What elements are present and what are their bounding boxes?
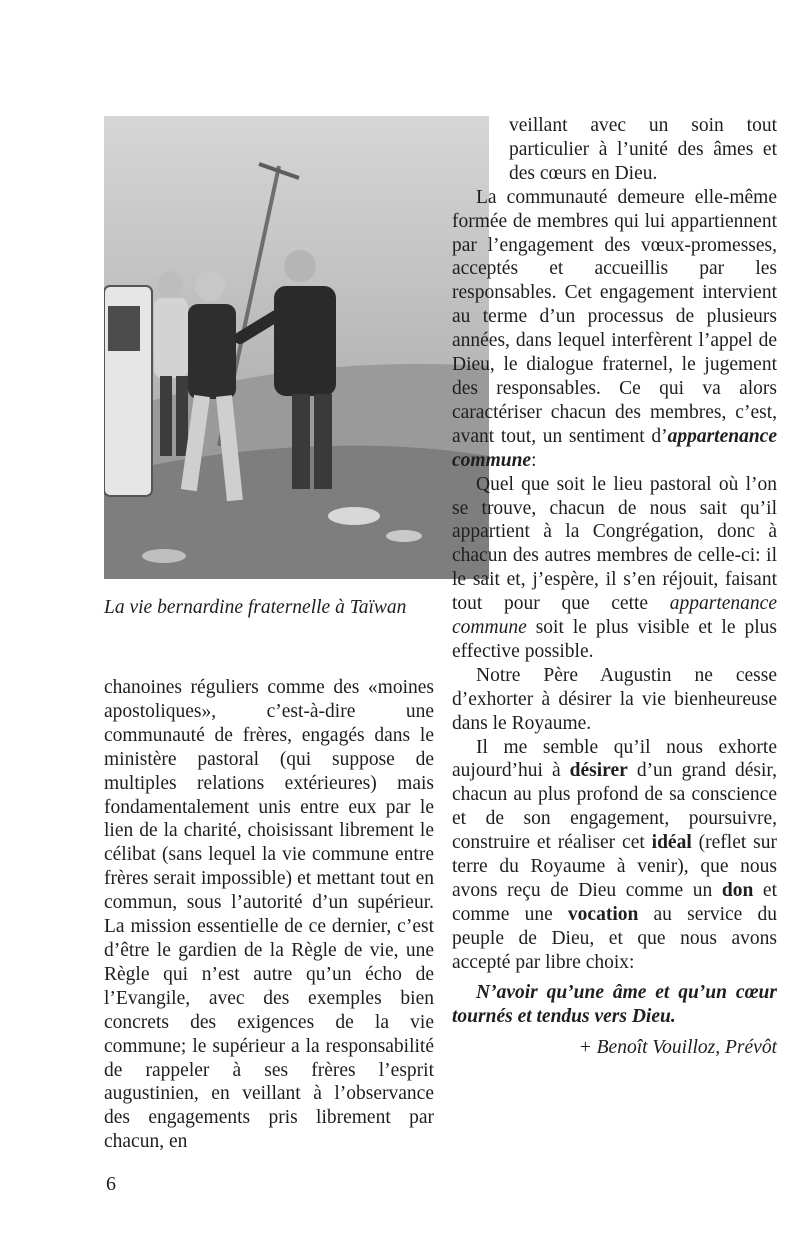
right-paragraph-5 [452,736,777,975]
right-paragraph-3 [452,473,777,664]
photo-illustration [104,116,489,579]
right-column [452,114,777,1060]
photo [104,116,489,579]
p3-text-end: soit le plus visible et le plus effective possible. [452,617,777,662]
p5-text-a: Il me semble qu’il nous exhorte aujourd’hui à [452,736,777,782]
page-number: 6 [106,1173,116,1195]
p5-bold-ideal: idéal [651,832,692,854]
p2-text: La communauté demeure elle-même formée de membres qui lui appartiennent par l’engagement des vœux-promesses, acceptés et accueillis par les responsables. Cet engagement intervient au terme d’un processus de plusieurs années, dans lequel interfèrent l’appel de Dieu, le dialogue fraternel, le jugement des responsables. Ce qui va alors caractériser chacun des membres, c’est, avant tout, un sentiment d’ [452,186,777,447]
p3-text: Quel que soit le lieu pastoral où l’on se trouve, chacun de nous sait qu’il appartient à la Congrégation, donc à chacun des autres membres de celle-ci: il le sait et, j’espère, il s’en réjouit, faisant tout pour que cette [452,473,777,615]
p5-text-d: (reflet sur terre du Royaume à venir), que nous avons reçu de Dieu comme un [452,832,777,901]
right-paragraph-2 [452,186,777,473]
p5-text-f: au service du peuple de Dieu, et que nous avons accepté par libre choix: [452,903,777,973]
p5-text-e: et comme une [452,880,777,925]
p5-bold-vocation: vocation [567,903,639,925]
motto: N’avoir qu’une âme et qu’un cœur tournés et tendus vers Dieu. [452,981,777,1027]
p2-emphasis: appartenance commune [452,425,777,471]
right-paragraph-1: veillant avec un soin tout particulier à l’unité des âmes et des cœurs en Dieu. [509,115,777,184]
left-paragraph: chanoines réguliers comme des «moines apostoliques», c’est-à-dire une communauté de frères, engagés dans le ministère pastoral (qui suppose de multiples relations extérieures) mais fondamentalement unis entre eux par le lien de la charité, choisissant librement le célibat (sans lequel la vie commune entre frères serait impossible) et mettant tout en commun, sous l’autorité d’un supérieur. La mission essentielle de ce dernier, c’est d’être le gardien de la Règle de vie, une Règle qui n’est autre qu’un écho de l’Evangile, avec des exemples bien concrets des exigences de la vie commune; le supérieur a la responsabilité de rappeler à ses frères l’esprit augustinien, en veillant à l’observance des engagements pris librement par chacun, en [104,677,434,1153]
p5-text-c: d’un grand désir, chacun au plus profond de sa conscience et de son engagement, poursuivre, construire et réaliser cet [452,760,777,854]
p5-bold-desirer: désirer [569,760,628,782]
p3-emphasis: appartenance commune [452,593,777,639]
p5-bold-don: don [721,880,754,901]
signature: + Benoît Vouilloz, Prévôt [578,1037,777,1059]
photo-caption: La vie bernardine fraternelle à Taïwan [104,597,407,618]
right-paragraph-4: Notre Père Augustin ne cesse d’exhorter à désirer la vie bienheureuse dans le Royaume. [452,664,777,734]
p2-colon: : [531,449,537,471]
left-column [104,676,434,1154]
